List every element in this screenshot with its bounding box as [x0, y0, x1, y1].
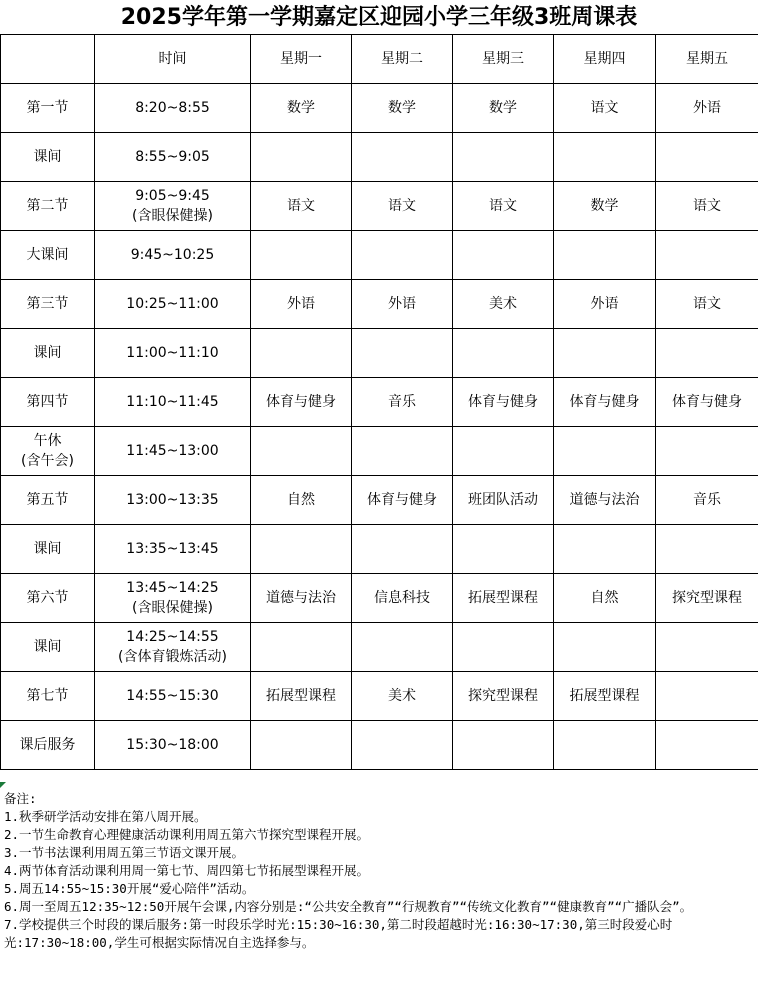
- period-label: 第五节: [26, 492, 69, 508]
- subject-cell-wednesday: [453, 721, 554, 770]
- subject-cell-monday: [251, 721, 352, 770]
- subject-cell-friday: 语文: [656, 280, 758, 329]
- subject-cell-wednesday: 体育与健身: [453, 378, 554, 427]
- subject-cell-tuesday: 美术: [352, 672, 453, 721]
- subject-cell-friday: 语文: [656, 182, 758, 231]
- subject-cell-monday: [251, 525, 352, 574]
- period-cell: [1, 133, 95, 182]
- period-label: 课间: [33, 149, 62, 165]
- subject-cell-monday: [251, 133, 352, 182]
- header-cell-wednesday: 星期三: [453, 35, 554, 84]
- time-label: 8:20~8:55: [135, 100, 210, 116]
- period-label: 课间: [33, 639, 62, 655]
- subject-cell-tuesday: [352, 427, 453, 476]
- period-label: 午休: [33, 433, 62, 449]
- subject-cell-friday: [656, 525, 758, 574]
- subject-cell-monday: 自然: [251, 476, 352, 525]
- subject-cell-wednesday: [453, 133, 554, 182]
- subject-cell-wednesday: [453, 623, 554, 672]
- period-label: 第七节: [26, 688, 69, 704]
- subject-cell-tuesday: 信息科技: [352, 574, 453, 623]
- period-label: 第四节: [26, 394, 69, 410]
- period-cell: [1, 231, 95, 280]
- time-label: (含眼保健操): [132, 600, 213, 616]
- table-row: [1, 623, 758, 672]
- table-row: [1, 476, 758, 525]
- subject-cell-friday: [656, 721, 758, 770]
- time-label: 11:00~11:10: [126, 345, 219, 361]
- time-cell: [95, 427, 251, 476]
- header-cell-tuesday: 星期二: [352, 35, 453, 84]
- subject-cell-friday: [656, 133, 758, 182]
- subject-cell-thursday: [554, 231, 656, 280]
- subject-cell-monday: [251, 623, 352, 672]
- subject-cell-wednesday: 美术: [453, 280, 554, 329]
- subject-cell-thursday: 道德与法治: [554, 476, 656, 525]
- subject-cell-friday: 外语: [656, 84, 758, 133]
- subject-cell-wednesday: [453, 329, 554, 378]
- table-row: [1, 133, 758, 182]
- header-cell-time: 时间: [95, 35, 251, 84]
- table-row: [1, 574, 758, 623]
- period-cell: [1, 476, 95, 525]
- subject-cell-monday: 外语: [251, 280, 352, 329]
- page-title: 2025学年第一学期嘉定区迎园小学三年级3班周课表: [120, 5, 638, 30]
- subject-cell-tuesday: [352, 623, 453, 672]
- subject-cell-monday: [251, 427, 352, 476]
- time-label: (含体育锻炼活动): [118, 649, 227, 665]
- subject-cell-friday: 探究型课程: [656, 574, 758, 623]
- period-cell: [1, 721, 95, 770]
- note-item: 7.学校提供三个时段的课后服务:第一时段乐学时光:15:30~16:30,第二时段超越时光:16:30~17:30,第三时段爱心时光:17:30~18:00,学生可根据实际情况自主选择参与。: [4, 917, 673, 950]
- subject-cell-tuesday: 语文: [352, 182, 453, 231]
- subject-cell-friday: [656, 427, 758, 476]
- subject-cell-thursday: [554, 133, 656, 182]
- notes-section: [4, 790, 754, 952]
- subject-cell-tuesday: 音乐: [352, 378, 453, 427]
- period-label: 课间: [33, 541, 62, 557]
- time-cell: [95, 280, 251, 329]
- time-cell: [95, 672, 251, 721]
- time-cell: [95, 574, 251, 623]
- note-item: 6.周一至周五12:35~12:50开展午会课,内容分别是:“公共安全教育”“行规教育”“传统文化教育”“健康教育”“广播队会”。: [4, 899, 693, 914]
- subject-cell-monday: 语文: [251, 182, 352, 231]
- subject-cell-tuesday: [352, 133, 453, 182]
- period-label: (含午会): [21, 453, 74, 469]
- subject-cell-thursday: 拓展型课程: [554, 672, 656, 721]
- cell-corner-marker: [0, 782, 6, 788]
- period-label: 课后服务: [19, 737, 76, 753]
- period-label: 第三节: [26, 296, 69, 312]
- time-cell: [95, 133, 251, 182]
- period-cell: [1, 84, 95, 133]
- time-label: 11:10~11:45: [126, 394, 219, 410]
- table-row: [1, 231, 758, 280]
- subject-cell-thursday: 外语: [554, 280, 656, 329]
- note-item: 1.秋季研学活动安排在第八周开展。: [4, 809, 207, 824]
- table-row: [1, 84, 758, 133]
- subject-cell-tuesday: 数学: [352, 84, 453, 133]
- period-label: 大课间: [26, 247, 69, 263]
- period-label: 第二节: [26, 198, 69, 214]
- subject-cell-wednesday: 数学: [453, 84, 554, 133]
- header-cell-corner: [1, 35, 95, 84]
- table-row: [1, 280, 758, 329]
- header-row: [1, 35, 758, 84]
- time-label: 11:45~13:00: [126, 443, 219, 459]
- subject-cell-friday: [656, 231, 758, 280]
- subject-cell-monday: [251, 231, 352, 280]
- note-item: 2.一节生命教育心理健康活动课利用周五第六节探究型课程开展。: [4, 827, 370, 842]
- header-cell-monday: 星期一: [251, 35, 352, 84]
- period-cell: [1, 525, 95, 574]
- time-cell: [95, 721, 251, 770]
- time-label: 14:55~15:30: [126, 688, 219, 704]
- subject-cell-tuesday: 外语: [352, 280, 453, 329]
- time-cell: [95, 476, 251, 525]
- period-cell: [1, 329, 95, 378]
- subject-cell-wednesday: [453, 427, 554, 476]
- header-cell-thursday: 星期四: [554, 35, 656, 84]
- period-label: 第一节: [26, 100, 69, 116]
- subject-cell-tuesday: [352, 231, 453, 280]
- subject-cell-monday: 数学: [251, 84, 352, 133]
- subject-cell-tuesday: [352, 525, 453, 574]
- time-cell: [95, 525, 251, 574]
- time-cell: [95, 378, 251, 427]
- subject-cell-wednesday: 语文: [453, 182, 554, 231]
- subject-cell-wednesday: 探究型课程: [453, 672, 554, 721]
- subject-cell-friday: [656, 623, 758, 672]
- schedule-body: [1, 35, 758, 770]
- subject-cell-thursday: [554, 427, 656, 476]
- time-label: 9:05~9:45: [135, 188, 210, 204]
- subject-cell-monday: [251, 329, 352, 378]
- time-label: 15:30~18:00: [126, 737, 219, 753]
- table-row: [1, 182, 758, 231]
- time-label: 8:55~9:05: [135, 149, 210, 165]
- time-cell: [95, 329, 251, 378]
- subject-cell-monday: 道德与法治: [251, 574, 352, 623]
- time-label: 14:25~14:55: [126, 629, 219, 645]
- time-cell: [95, 182, 251, 231]
- note-item: 5.周五14:55~15:30开展“爱心陪伴”活动。: [4, 881, 255, 896]
- subject-cell-friday: [656, 329, 758, 378]
- note-item: 4.两节体育活动课利用周一第七节、周四第七节拓展型课程开展。: [4, 863, 370, 878]
- subject-cell-thursday: [554, 721, 656, 770]
- note-item: 3.一节书法课利用周五第三节语文课开展。: [4, 845, 245, 860]
- period-cell: [1, 574, 95, 623]
- subject-cell-tuesday: [352, 329, 453, 378]
- subject-cell-friday: [656, 672, 758, 721]
- subject-cell-friday: 体育与健身: [656, 378, 758, 427]
- subject-cell-thursday: 数学: [554, 182, 656, 231]
- subject-cell-wednesday: [453, 525, 554, 574]
- subject-cell-friday: 音乐: [656, 476, 758, 525]
- period-label: 课间: [33, 345, 62, 361]
- subject-cell-thursday: [554, 329, 656, 378]
- table-row: [1, 672, 758, 721]
- table-row: [1, 378, 758, 427]
- subject-cell-thursday: [554, 525, 656, 574]
- header-cell-friday: 星期五: [656, 35, 758, 84]
- period-cell: [1, 623, 95, 672]
- subject-cell-thursday: 自然: [554, 574, 656, 623]
- period-cell: [1, 182, 95, 231]
- period-cell: [1, 378, 95, 427]
- table-row: [1, 427, 758, 476]
- period-label: 第六节: [26, 590, 69, 606]
- table-row: [1, 721, 758, 770]
- time-label: 13:45~14:25: [126, 580, 219, 596]
- subject-cell-monday: 体育与健身: [251, 378, 352, 427]
- table-row: [1, 329, 758, 378]
- subject-cell-wednesday: [453, 231, 554, 280]
- period-cell: [1, 280, 95, 329]
- subject-cell-tuesday: 体育与健身: [352, 476, 453, 525]
- subject-cell-tuesday: [352, 721, 453, 770]
- subject-cell-monday: 拓展型课程: [251, 672, 352, 721]
- subject-cell-wednesday: 拓展型课程: [453, 574, 554, 623]
- time-label: 13:00~13:35: [126, 492, 219, 508]
- time-cell: [95, 623, 251, 672]
- time-label: (含眼保健操): [132, 208, 213, 224]
- time-label: 13:35~13:45: [126, 541, 219, 557]
- period-cell: [1, 672, 95, 721]
- notes-heading: 备注:: [4, 791, 37, 806]
- subject-cell-wednesday: 班团队活动: [453, 476, 554, 525]
- time-cell: [95, 84, 251, 133]
- time-label: 10:25~11:00: [126, 296, 219, 312]
- subject-cell-thursday: [554, 623, 656, 672]
- subject-cell-thursday: 语文: [554, 84, 656, 133]
- table-row: [1, 525, 758, 574]
- schedule-table: [0, 34, 758, 770]
- time-cell: [95, 231, 251, 280]
- time-label: 9:45~10:25: [130, 247, 215, 263]
- period-cell: [1, 427, 95, 476]
- subject-cell-thursday: 体育与健身: [554, 378, 656, 427]
